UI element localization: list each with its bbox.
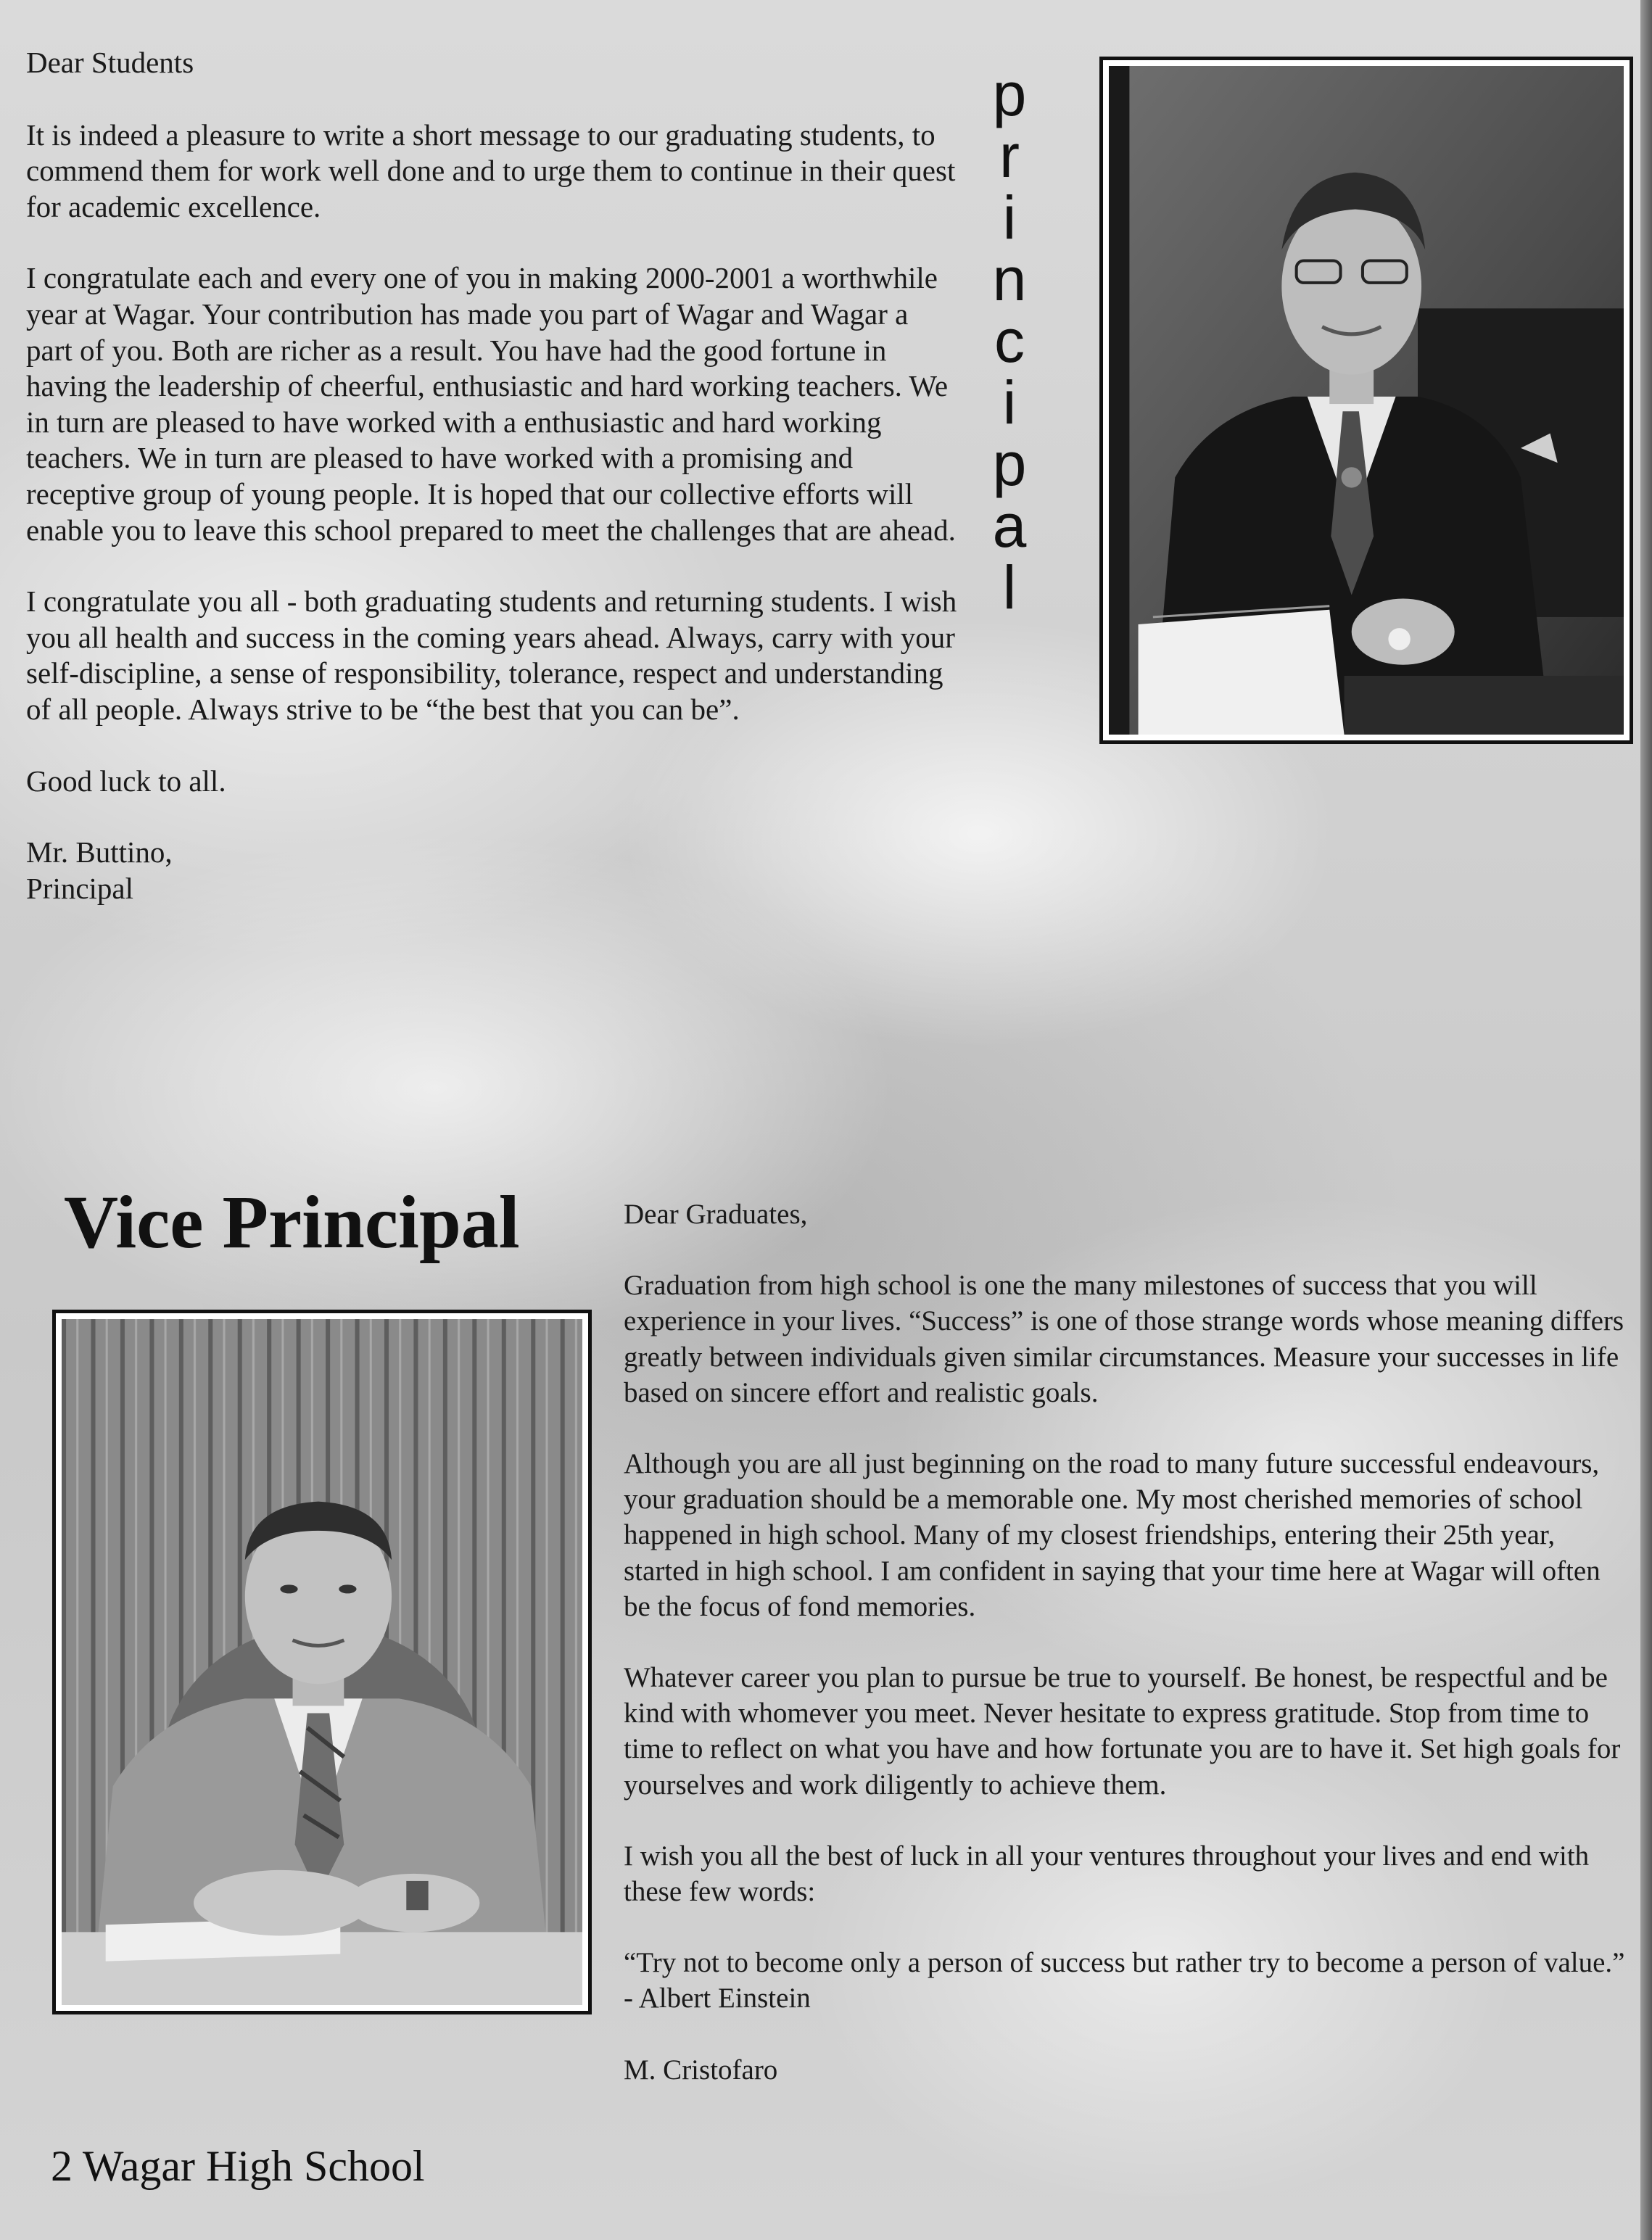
vertical-heading-letter-3: i	[1002, 183, 1017, 252]
vice-principal-heading: Vice Principal	[64, 1181, 520, 1264]
vertical-heading-letter-4: n	[992, 245, 1027, 313]
vertical-heading-letter-1: p	[992, 60, 1027, 128]
principal-greeting: Dear Students	[26, 46, 194, 79]
vice-principal-paragraph-4: I wish you all the best of luck in all your ventures throughout your lives and end with these few words:	[624, 1840, 1590, 1908]
principal-photo	[1099, 57, 1633, 744]
principal-signature-title: Principal	[26, 871, 134, 905]
vertical-heading-letter-6: i	[1002, 368, 1017, 437]
principal-portrait-image	[1109, 66, 1624, 735]
vice-principal-letter	[624, 1197, 1632, 2088]
vice-principal-greeting: Dear Graduates,	[624, 1199, 808, 1230]
page-spine-edge	[1640, 0, 1652, 2240]
vice-principal-photo	[52, 1310, 592, 2014]
vice-principal-quote: “Try not to become only a person of success but rather try to become a person of value.” - Albert Einstein	[624, 1947, 1625, 2014]
principal-letter	[26, 45, 962, 906]
vertical-heading-letter-8: a	[992, 492, 1027, 560]
school-name: Wagar High School	[82, 2142, 425, 2190]
principal-closing: Good luck to all.	[26, 764, 226, 798]
vertical-heading-letter-9: l	[1002, 553, 1017, 621]
principal-paragraph-2: I congratulate each and every one of you in making 2000-2001 a worthwhile year at Wagar. Your contribution has made you part of Wagar and Wagar a part of you. Both are richer as a result. You have had the good fortune in having the leadership of cheerful, enthusiastic and hard working teachers. We in turn are pleased to have worked with a enthusiastic and hard working teachers. We in turn are pleased to have worked with a promising and receptive group of young people. It is hoped that our collective efforts will enable you to leave this school prepared to meet the challenges that are ahead.	[26, 261, 956, 547]
principal-vertical-heading	[980, 60, 1038, 621]
principal-paragraph-3: I congratulate you all - both graduating students and returning students. I wish you all health and success in the coming years ahead. Always, carry with your self-discipline, a sense of responsibility, tolerance, respect and understanding of all people. Always strive to be “the best that you can be”.	[26, 584, 957, 726]
page-footer	[51, 2141, 425, 2191]
vice-principal-portrait-image	[62, 1319, 582, 2005]
vice-principal-paragraph-1: Graduation from high school is one the many milestones of success that you will experience in your lives. “Success” is one of those strange words whose meaning differs greatly between individuals given similar circumstances. Measure your successes in life based on sincere effort and realistic goals.	[624, 1270, 1624, 1408]
vertical-heading-letter-5: c	[994, 307, 1025, 375]
vertical-heading-letter-2: r	[999, 122, 1020, 190]
vertical-heading-letter-7: p	[992, 430, 1027, 498]
page-number: 2	[51, 2142, 73, 2190]
vice-principal-paragraph-3: Whatever career you plan to pursue be true to yourself. Be honest, be respectful and be kind with whomever you meet. Never hesitate to express gratitude. Stop from time to time to reflect on what you have and how fortunate you are to have it. Set high goals for yourselves and work diligently to achieve them.	[624, 1662, 1621, 1801]
principal-signature-name: Mr. Buttino,	[26, 835, 173, 869]
vice-principal-signature: M. Cristofaro	[624, 2054, 778, 2086]
principal-paragraph-1: It is indeed a pleasure to write a short message to our graduating students, to commend them for work well done and to urge them to continue in their quest for academic excellence.	[26, 117, 956, 223]
vice-principal-paragraph-2: Although you are all just beginning on the road to many future successful endeavours, your graduation should be a memorable one. My most cherished memories of school happened in high school. Many of my closest friendships, entering their 25th year, started in high school. I am confident in saying that your time here at Wagar will often be the focus of fond memories.	[624, 1448, 1601, 1622]
